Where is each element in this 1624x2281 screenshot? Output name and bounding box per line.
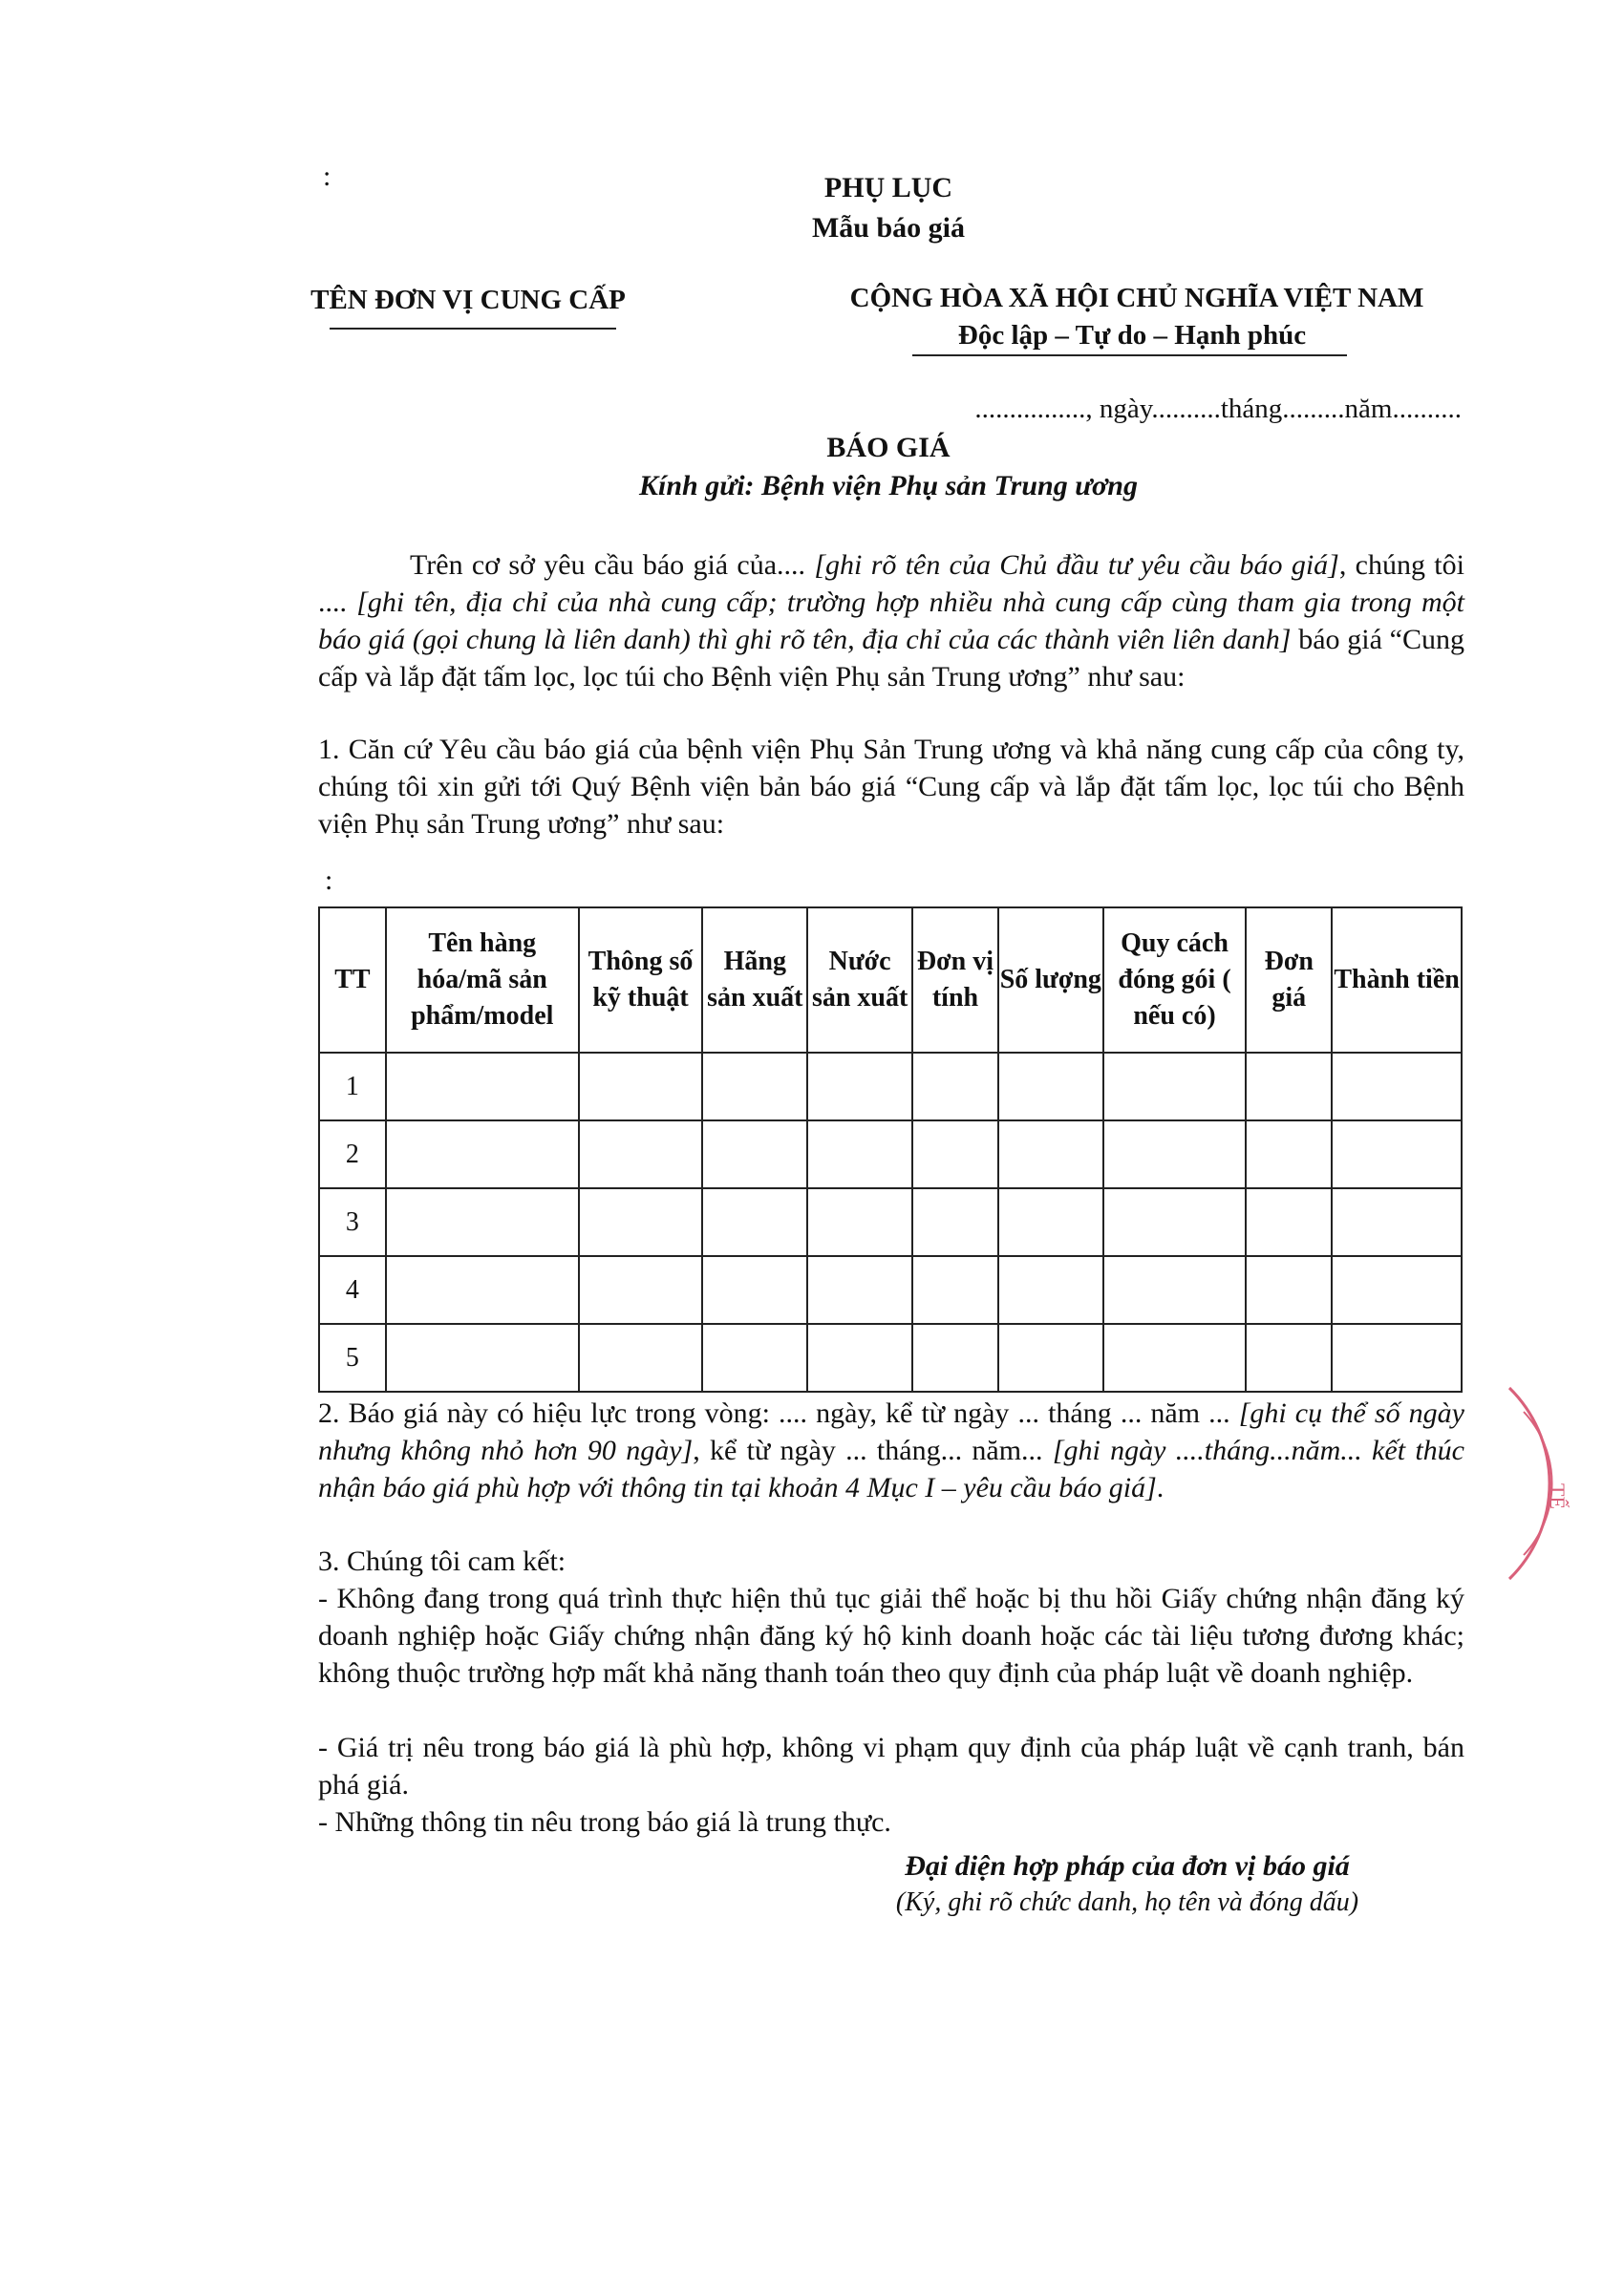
intro-note: [ghi tên, địa chỉ của nhà cung cấp; trường hợp nhiều nhà cung cấp cùng tham gia trong một báo giá (gọi chung là liên danh) thì ghi rõ tên, địa chỉ của các thành viên liên danh] [318,586,1465,655]
colon-mark: : [323,160,331,192]
table-cell [1103,1256,1247,1324]
intro-paragraph [318,546,1464,695]
table-cell [702,1188,807,1256]
stamp-text: TẾ [1546,1483,1570,1509]
section-2-note: [ghi ngày ....tháng...năm... kết thúc nhận báo giá phù hợp với thông tin tại khoản 4 Mục I – yêu cầu báo giá] [318,1435,1464,1503]
section-2-text: . [1156,1472,1165,1503]
row-number: 4 [319,1256,386,1324]
table-cell [702,1324,807,1392]
col-header-price: Đơn giá [1246,907,1332,1053]
table-cell [1103,1324,1247,1392]
table-row [319,1120,1462,1188]
appendix-title: PHỤ LỤC [823,172,953,203]
table-cell [912,1324,998,1392]
table-cell [1332,1256,1462,1324]
col-header-spec: Thông số kỹ thuật [579,907,703,1053]
table-cell [1332,1324,1462,1392]
table-cell [579,1188,703,1256]
intro-note: [ghi rõ tên của Chủ đầu tư yêu cầu báo giá] [814,549,1339,581]
table-cell [807,1256,912,1324]
col-header-name: Tên hàng hóa/mã sản phẩm/model [386,907,579,1053]
table-cell [386,1188,579,1256]
table-cell [1332,1053,1462,1120]
row-number: 1 [319,1053,386,1120]
section-2-note: [ghi cụ thể số ngày nhưng không nhỏ hơn 90 ngày] [318,1397,1464,1466]
intro-text: , chúng tôi .... [318,549,1464,618]
quote-table [318,906,1463,1393]
table-cell [998,1120,1103,1188]
signature-note: (Ký, ghi rõ chức danh, họ tên và đóng dấu) [895,1887,1359,1917]
commitment-item: - Không đang trong quá trình thực hiện thủ tục giải thể hoặc bị thu hồi Giấy chứng nhận đăng ký doanh nghiệp hoặc Giấy chứng nhận đăng ký hộ kinh doanh hoặc các tài liệu tương đương khác; không thuộc trường hợp mất khả năng thanh toán theo quy định của pháp luật về doanh nghiệp. [318,1583,1464,1689]
table-cell [702,1120,807,1188]
table-cell [386,1324,579,1392]
table-cell [386,1256,579,1324]
table-cell [807,1053,912,1120]
section-2-paragraph [318,1395,1464,1506]
table-cell [807,1324,912,1392]
table-cell [807,1120,912,1188]
table-cell [912,1188,998,1256]
intro-text: báo giá “Cung cấp và lắp đặt tấm lọc, lọc túi cho Bệnh viện Phụ sản Trung ương” như sau: [318,624,1465,693]
section-1-paragraph: 1. Căn cứ Yêu cầu báo giá của bệnh viện Phụ Sản Trung ương và khả năng cung cấp của công ty, chúng tôi xin gửi tới Quý Bệnh viện bản báo giá “Cung cấp và lắp đặt tấm lọc, lọc túi cho Bệnh viện Phụ sản Trung ương” như sau: [318,734,1464,840]
col-header-tt: TT [319,907,386,1053]
table-row [319,1324,1462,1392]
table-cell [386,1053,579,1120]
table-cell [1332,1120,1462,1188]
table-cell [998,1188,1103,1256]
table-row [319,1256,1462,1324]
table-cell [1246,1053,1332,1120]
table-cell [1103,1053,1247,1120]
table-cell [998,1053,1103,1120]
table-cell [1246,1256,1332,1324]
table-cell [386,1120,579,1188]
section-3-title: 3. Chúng tôi cam kết: [318,1546,566,1577]
col-header-unit: Đơn vị tính [912,907,998,1053]
table-cell [912,1256,998,1324]
table-cell [579,1053,703,1120]
col-header-origin: Nước sản xuất [807,907,912,1053]
quote-title: BÁO GIÁ [826,432,951,463]
col-header-pack: Quy cách đóng gói ( nếu có) [1103,907,1247,1053]
col-header-qty: Số lượng [998,907,1103,1053]
commitment-item: - Những thông tin nêu trong báo giá là trung thực. [318,1806,891,1838]
row-number: 5 [319,1324,386,1392]
table-cell [1246,1188,1332,1256]
table-cell [807,1188,912,1256]
appendix-subtitle: Mẫu báo giá [811,212,966,244]
table-cell [998,1324,1103,1392]
section-2-text: , kể từ ngày ... tháng... năm... [693,1435,1053,1466]
col-header-total: Thành tiền [1332,907,1462,1053]
table-cell [912,1120,998,1188]
table-cell [1246,1324,1332,1392]
table-cell [1332,1188,1462,1256]
row-number: 2 [319,1120,386,1188]
table-cell [702,1053,807,1120]
signature-title: Đại diện hợp pháp của đơn vị báo giá [905,1850,1350,1882]
colon-mark: : [325,864,333,896]
intro-text: Trên cơ sở yêu cầu báo giá của.... [410,549,815,581]
table-row [319,1188,1462,1256]
supplier-name: TÊN ĐƠN VỊ CUNG CẤP [310,285,626,315]
table-header-row [319,907,1462,1053]
table-cell [998,1256,1103,1324]
table-cell [702,1256,807,1324]
national-motto: Độc lập – Tự do – Hạnh phúc [957,320,1307,351]
row-number: 3 [319,1188,386,1256]
table-cell [579,1324,703,1392]
table-cell [579,1120,703,1188]
table-cell [579,1256,703,1324]
table-row [319,1053,1462,1120]
date-line: ................, ngày..........tháng.........năm.......... [974,394,1462,424]
supplier-underline [330,328,616,330]
col-header-maker: Hãng sản xuất [702,907,807,1053]
motto-underline [912,354,1347,356]
nation-title: CỘNG HÒA XÃ HỘI CHỦ NGHĨA VIỆT NAM [849,283,1424,313]
table-cell [1103,1188,1247,1256]
table-cell [912,1053,998,1120]
commitment-item: - Giá trị nêu trong báo giá là phù hợp, không vi phạm quy định của pháp luật về cạnh tranh, bán phá giá. [318,1732,1464,1801]
stamp-mark [1505,1383,1581,1584]
addressee: Kính gửi: Bệnh viện Phụ sản Trung ương [639,470,1138,501]
section-2-text: 2. Báo giá này có hiệu lực trong vòng: .... ngày, kể từ ngày ... tháng ... năm ... [318,1397,1239,1429]
table-cell [1103,1120,1247,1188]
table-cell [1246,1120,1332,1188]
